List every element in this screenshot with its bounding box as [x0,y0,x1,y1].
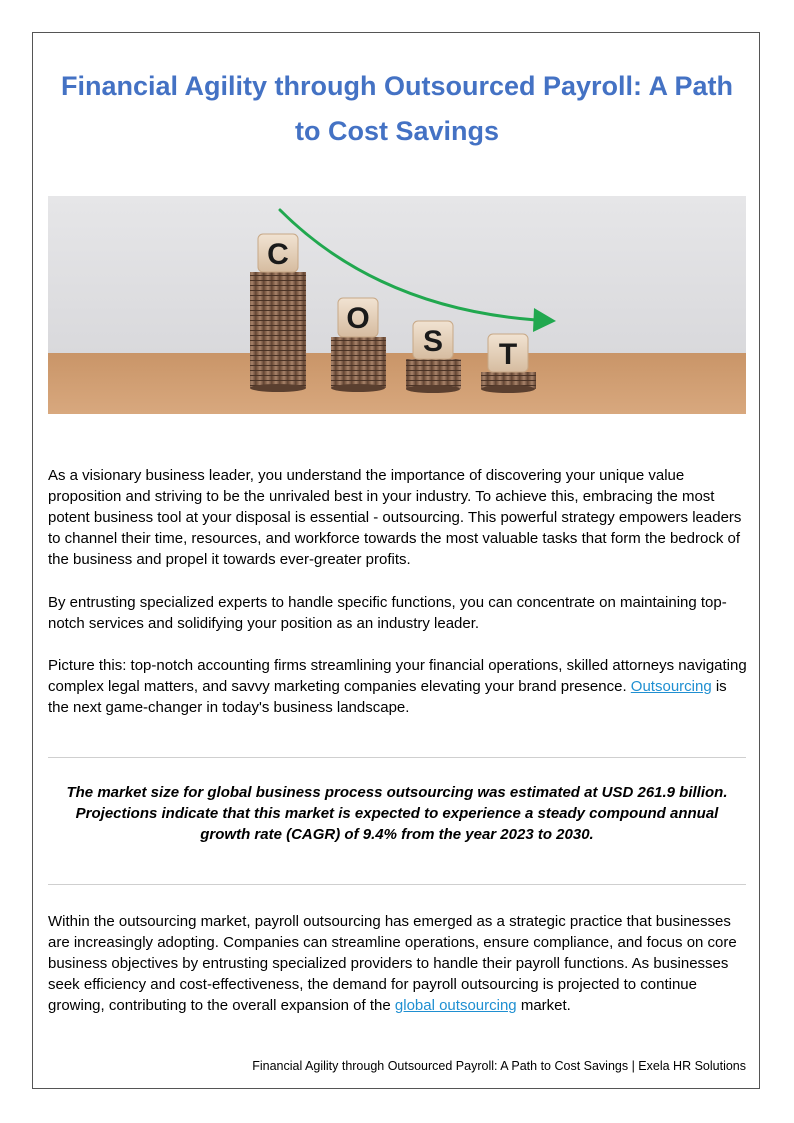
letter-cube-s [413,321,453,359]
divider-top [48,757,746,758]
coin-stack-2 [331,337,386,392]
letter-cube-c [258,234,298,272]
paragraph-payroll [48,911,748,1016]
paragraph-picture-this [48,655,748,718]
hero-background [48,196,746,414]
svg-text:S: S [422,325,444,358]
letter-cube-t [488,334,528,372]
letter-cube-o [338,298,378,337]
paragraph-intro: As a visionary business leader, you understand the importance of discovering your unique value proposition and striving to be the unrivaled best in your industry. To achieve this, embracing the most potent business tool at your disposal is essential - outsourcing. This powerful strategy empowers leaders to channel their time, resources, and workforce towards the most valuable tasks that form the bedrock of the business and propel it towards ever-greater profits. [48,467,742,568]
hero-image [48,196,746,414]
paragraph-text: market. [516,997,571,1014]
page-title: Financial Agility through Outsourced Payroll: A Path to Cost Savings [60,71,734,146]
paragraph-specialists: By entrusting specialized experts to handle specific functions, you can concentrate on maintaining top-notch services and solidifying your position as an industry leader. [48,594,727,632]
svg-text:O: O [346,302,370,335]
coin-stack-1 [250,272,306,392]
svg-text:C: C [267,238,289,271]
divider-bottom [48,884,746,885]
paragraph-text: Within the outsourcing market, payroll outsourcing has emerged as a strategic practice that businesses are increasingly adopting. Companies can streamline operations, ensure compliance, and focus on core business objectives by entrusting specialized providers to handle their payroll functions. As businesses seek efficiency and cost-effectiveness, the demand for payroll outsourcing is projected to continue growing, contributing to the overall expansion of the [48,913,737,1014]
market-callout: The market size for global business process outsourcing was estimated at USD 261.9 billion. Projections indicate that this market is expected to experience a steady compound annual growth rate (CAGR) of 9.4% from the year 2023 to 2030. [66,784,728,843]
coin-stack-3 [406,359,461,393]
outsourcing-link[interactable]: Outsourcing [630,678,712,695]
coin-stack-4 [481,372,536,393]
global-outsourcing-link[interactable]: global outsourcing [394,997,517,1014]
paragraph-text: is the next game-changer in today's business landscape. [48,678,727,716]
svg-text:T: T [498,338,518,371]
page-footer: Financial Agility through Outsourced Payroll: A Path to Cost Savings | Exela HR Solutions [252,1059,746,1073]
paragraph-text: Picture this: top-notch accounting firms streamlining your financial operations, skilled attorneys navigating complex legal matters, and savvy marketing companies elevating your brand presence. [48,657,747,695]
